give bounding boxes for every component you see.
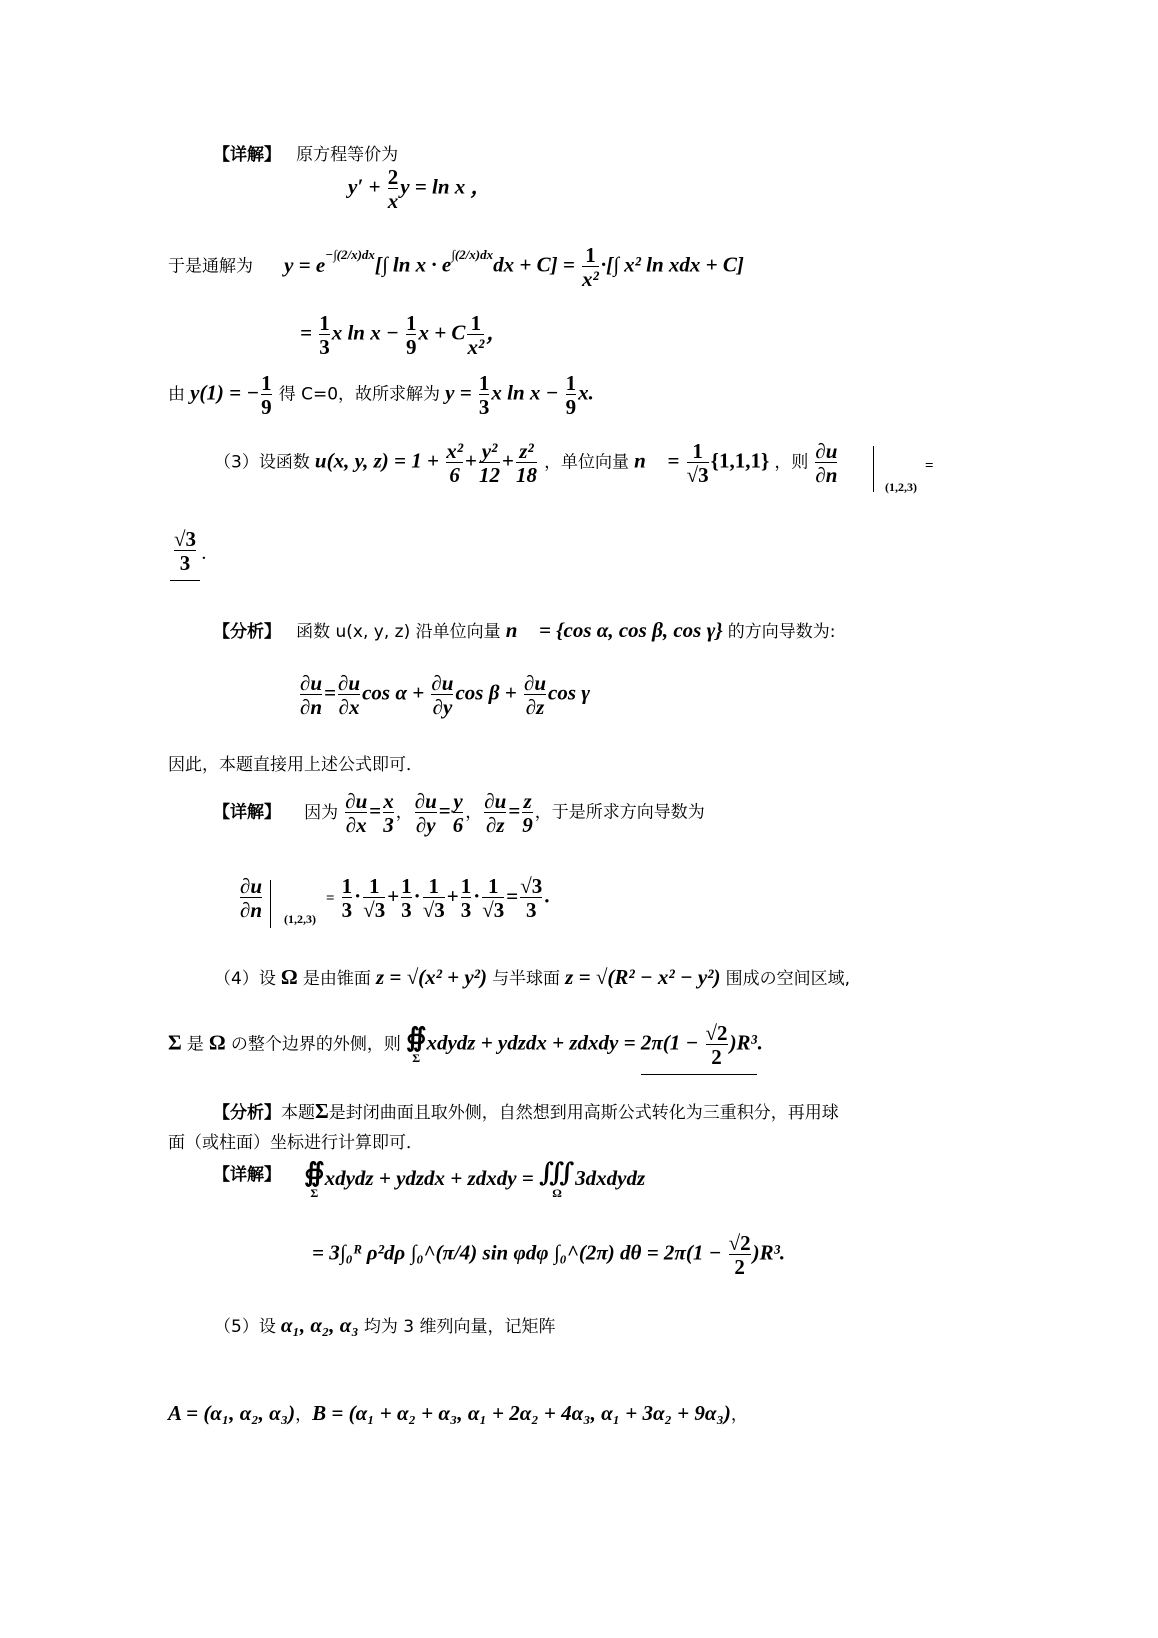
equation-part: x + C xyxy=(418,320,466,345)
operator: = xyxy=(324,680,337,705)
detail-paragraph-2 xyxy=(213,790,705,836)
text: の整个边界的外侧，则 xyxy=(230,1034,401,1055)
hemisphere-equation: z = √(R² − x² − y²) xyxy=(565,965,721,989)
text: 是 xyxy=(186,1034,204,1055)
fraction: $\frac{1}{9}$ xyxy=(565,371,577,420)
equation-part: n⃗ = xyxy=(634,448,685,473)
triple-integral: ∭ Ω xyxy=(539,1158,576,1200)
equation-part: )R³. xyxy=(752,1240,786,1265)
equation-part: u(x, y, z) = 1 + xyxy=(314,448,445,473)
fraction: $\frac{\partial u}{\partial x}$ xyxy=(338,671,361,720)
equation-part: y = xyxy=(445,380,477,405)
equation-part: y(1) = − xyxy=(190,380,260,405)
directional-derivative-formula xyxy=(298,672,590,718)
fraction: $\frac{1}{3}$ xyxy=(341,874,353,923)
sigma-symbol: Σ xyxy=(168,1030,182,1055)
fraction: $\frac{1}{9}$ xyxy=(405,311,417,360)
text: 是由锥面 xyxy=(302,969,371,989)
equation-part: x. xyxy=(578,380,594,405)
answer-4: 2π(1 − $\frac{√2}{2}$ )R³ xyxy=(641,1022,757,1075)
analysis-conclusion: 因此，本题直接用上述公式即可． xyxy=(168,755,423,775)
answer-3 xyxy=(168,528,206,581)
text: 围成の空间区域, xyxy=(725,969,850,989)
detail-tag: 【详解】 xyxy=(213,802,281,823)
analysis-2-continued: 面（或柱面）坐标进行计算即可． xyxy=(168,1133,423,1153)
fraction: $\frac{1}{√3}$ xyxy=(422,874,445,923)
period: . xyxy=(756,1030,763,1055)
analysis-2 xyxy=(213,1098,839,1124)
particular-solution-line xyxy=(168,372,594,418)
equation-part: xdydz + ydzdx + zdxdy = xyxy=(324,1166,539,1190)
exponent: −∫(2/x)dx xyxy=(325,247,375,263)
fraction: $\frac{1}{√3}$ xyxy=(686,439,709,488)
evaluation-bar xyxy=(270,880,271,928)
equation-part: x ln x − xyxy=(491,380,564,405)
question-label: （3）设函数 xyxy=(214,452,310,473)
comma: ， xyxy=(295,1405,313,1425)
question-4-continued xyxy=(168,1022,762,1075)
fraction: $\frac{1}{√3}$ xyxy=(363,874,386,923)
operator: + xyxy=(502,448,514,473)
vectors: α₁, α₂, α₃ xyxy=(280,1313,359,1337)
cone-equation: z = √(x² + y²) xyxy=(375,965,487,989)
comma: ， xyxy=(395,802,413,823)
answer-fraction: $\frac{√3}{3}$ xyxy=(170,528,200,581)
dot: · xyxy=(354,883,362,908)
equation-part: y = e xyxy=(284,252,326,277)
evaluation-point: (1,2,3) xyxy=(885,480,917,494)
fraction: $\frac{1}{\text{x²}}$ xyxy=(467,311,485,360)
text: 均为 3 维列向量，记矩阵 xyxy=(363,1317,556,1337)
equals-sign: = xyxy=(925,458,934,474)
text: ，于是所求方向导数为 xyxy=(534,802,705,823)
fraction: $\frac{\text{x²}}{6}$ xyxy=(446,439,464,488)
equation-part: ， xyxy=(486,320,508,345)
dot: · xyxy=(413,883,421,908)
period: . xyxy=(544,883,550,908)
equation-part: cos α + xyxy=(362,680,430,705)
fraction: $\frac{1}{3}$ xyxy=(478,371,490,420)
equation-part: xdydz + ydzdx + zdxdy = xyxy=(426,1030,641,1055)
fraction: $\frac{\partial u}{\partial y}$ xyxy=(414,789,437,838)
general-solution-line xyxy=(168,244,744,290)
fraction: $\frac{1}{3}$ xyxy=(460,874,472,923)
detail-paragraph-3 xyxy=(213,1160,645,1201)
text: ，单位向量 xyxy=(544,452,630,473)
fraction: $\frac{1}{9}$ xyxy=(261,371,272,420)
operator: = xyxy=(326,890,335,907)
operator: + xyxy=(387,883,400,908)
result-line xyxy=(238,875,264,921)
omega-symbol: Ω xyxy=(208,1030,226,1055)
fraction: $\frac{\partial u}{\partial n}$ xyxy=(300,671,323,720)
exponent: ∫(2/x)dx xyxy=(451,247,494,263)
fraction: $\frac{\partial u}{\partial x}$ xyxy=(345,789,368,838)
matrix-definition xyxy=(168,1400,748,1426)
text: 与半球面 xyxy=(492,969,561,989)
equation-1 xyxy=(348,166,492,212)
fraction: $\frac{1}{\text{x²}}$ xyxy=(582,243,599,292)
equation-part: y = ln x ， xyxy=(400,174,492,199)
equation-part: n⃗ = {cos α, cos β, cos γ} xyxy=(505,618,723,642)
operator: = xyxy=(369,798,382,823)
text: 本题 xyxy=(281,1103,315,1123)
text: 是封闭曲面且取外侧，自然想到用高斯公式转化为三重积分，再用球 xyxy=(328,1103,839,1123)
operator: = xyxy=(508,798,521,823)
analysis-1 xyxy=(213,617,835,643)
text: ，则 xyxy=(774,452,809,473)
operator: = xyxy=(438,798,451,823)
equation-part: x ln x − xyxy=(331,320,404,345)
omega-symbol: Ω xyxy=(280,965,298,989)
spherical-coordinates-line xyxy=(312,1232,785,1278)
text: 因为 xyxy=(304,802,339,823)
term-1 xyxy=(340,874,400,923)
fraction: $\frac{\text{y²}}{12}$ xyxy=(479,439,500,488)
question-label: （4）设 xyxy=(214,969,276,989)
detail-tag: 【详解】 xyxy=(213,1165,281,1185)
question-3 xyxy=(214,440,839,486)
fraction: $\frac{\partial u}{\partial n}$ xyxy=(815,439,838,488)
result-expression xyxy=(326,875,549,921)
comma: ， xyxy=(730,1405,748,1425)
equation-part: = 3∫₀ᴿ ρ²dρ ∫₀^(π/4) sin φdφ ∫₀^(2π) dθ = 2π(1 − xyxy=(312,1240,727,1265)
sigma-symbol: Σ xyxy=(315,1099,329,1123)
equation-part: [∫ ln x · e xyxy=(374,252,452,277)
term-2 xyxy=(399,874,459,923)
fraction: $\frac{1}{3}$ xyxy=(401,874,412,923)
equation-part: 3dxdydz xyxy=(575,1166,646,1190)
fraction: $\frac{1}{√3}$ xyxy=(482,874,505,923)
fraction: $\frac{1}{3}$ xyxy=(319,311,330,360)
term-3 xyxy=(459,874,519,923)
equation-part: cos β + xyxy=(455,680,522,705)
general-solution-label: 于是通解为 xyxy=(168,256,253,277)
fraction: $\frac{\partial u}{\partial z}$ xyxy=(484,789,507,838)
fraction: $\frac{\text{z²}}{18}$ xyxy=(515,439,537,488)
vector: {1,1,1} xyxy=(710,448,770,473)
fraction: $\frac{z}{9}$ xyxy=(522,789,533,838)
equation-part: cos γ xyxy=(548,680,590,705)
operator: = xyxy=(506,883,519,908)
question-label: （5）设 xyxy=(214,1317,276,1337)
detail-text: 原方程等价为 xyxy=(296,145,399,165)
equation-part: dx + C] = xyxy=(493,252,581,277)
detail-tag: 【详解】 xyxy=(213,145,281,165)
fraction: $\frac{x}{3}$ xyxy=(383,789,394,838)
evaluation-bar xyxy=(873,446,874,492)
text: 由 xyxy=(168,384,185,405)
text: 的方向导数为: xyxy=(727,622,836,642)
analysis-tag: 【分析】 xyxy=(213,1103,281,1123)
fraction: $\frac{\partial u}{\partial n}$ xyxy=(240,874,263,923)
operator: + xyxy=(465,448,477,473)
equation-part: = xyxy=(300,320,318,345)
fraction: $\frac{√3}{3}$ xyxy=(520,874,543,923)
solution-continuation xyxy=(300,312,507,358)
fraction: $\frac{\partial u}{\partial y}$ xyxy=(431,671,454,720)
period: . xyxy=(202,547,206,564)
question-4 xyxy=(214,964,850,990)
matrix-b: B = (α₁ + α₂ + α₃, α₁ + 2α₂ + 4α₃, α₁ + 3α₂ + 9α₃) xyxy=(312,1401,731,1425)
dot: · xyxy=(473,883,481,908)
operator: + xyxy=(446,883,459,908)
equation-part: ·[∫ x² ln xdx + C] xyxy=(600,252,744,277)
equation-part: y′ + xyxy=(348,174,386,199)
question-5 xyxy=(214,1312,555,1338)
surface-integral: ∯ Σ xyxy=(304,1158,325,1200)
fraction: $\frac{2}{x}$ xyxy=(387,165,399,214)
matrix-a: A = (α₁, α₂, α₃) xyxy=(168,1401,296,1425)
surface-integral: ∯ Σ xyxy=(405,1022,427,1065)
fraction: $\frac{√2}{2}$ xyxy=(728,1231,751,1280)
evaluation-point: (1,2,3) xyxy=(284,912,316,926)
detail-paragraph-1 xyxy=(213,140,398,165)
text: 得 C=0，故所求解为 xyxy=(278,384,441,405)
fraction: $\frac{\partial u}{\partial z}$ xyxy=(523,671,547,720)
fraction: $\frac{y}{6}$ xyxy=(452,789,464,838)
analysis-tag: 【分析】 xyxy=(213,622,281,642)
text: 函数 u(x, y, z) 沿单位向量 xyxy=(296,622,501,642)
comma: ， xyxy=(465,802,483,823)
